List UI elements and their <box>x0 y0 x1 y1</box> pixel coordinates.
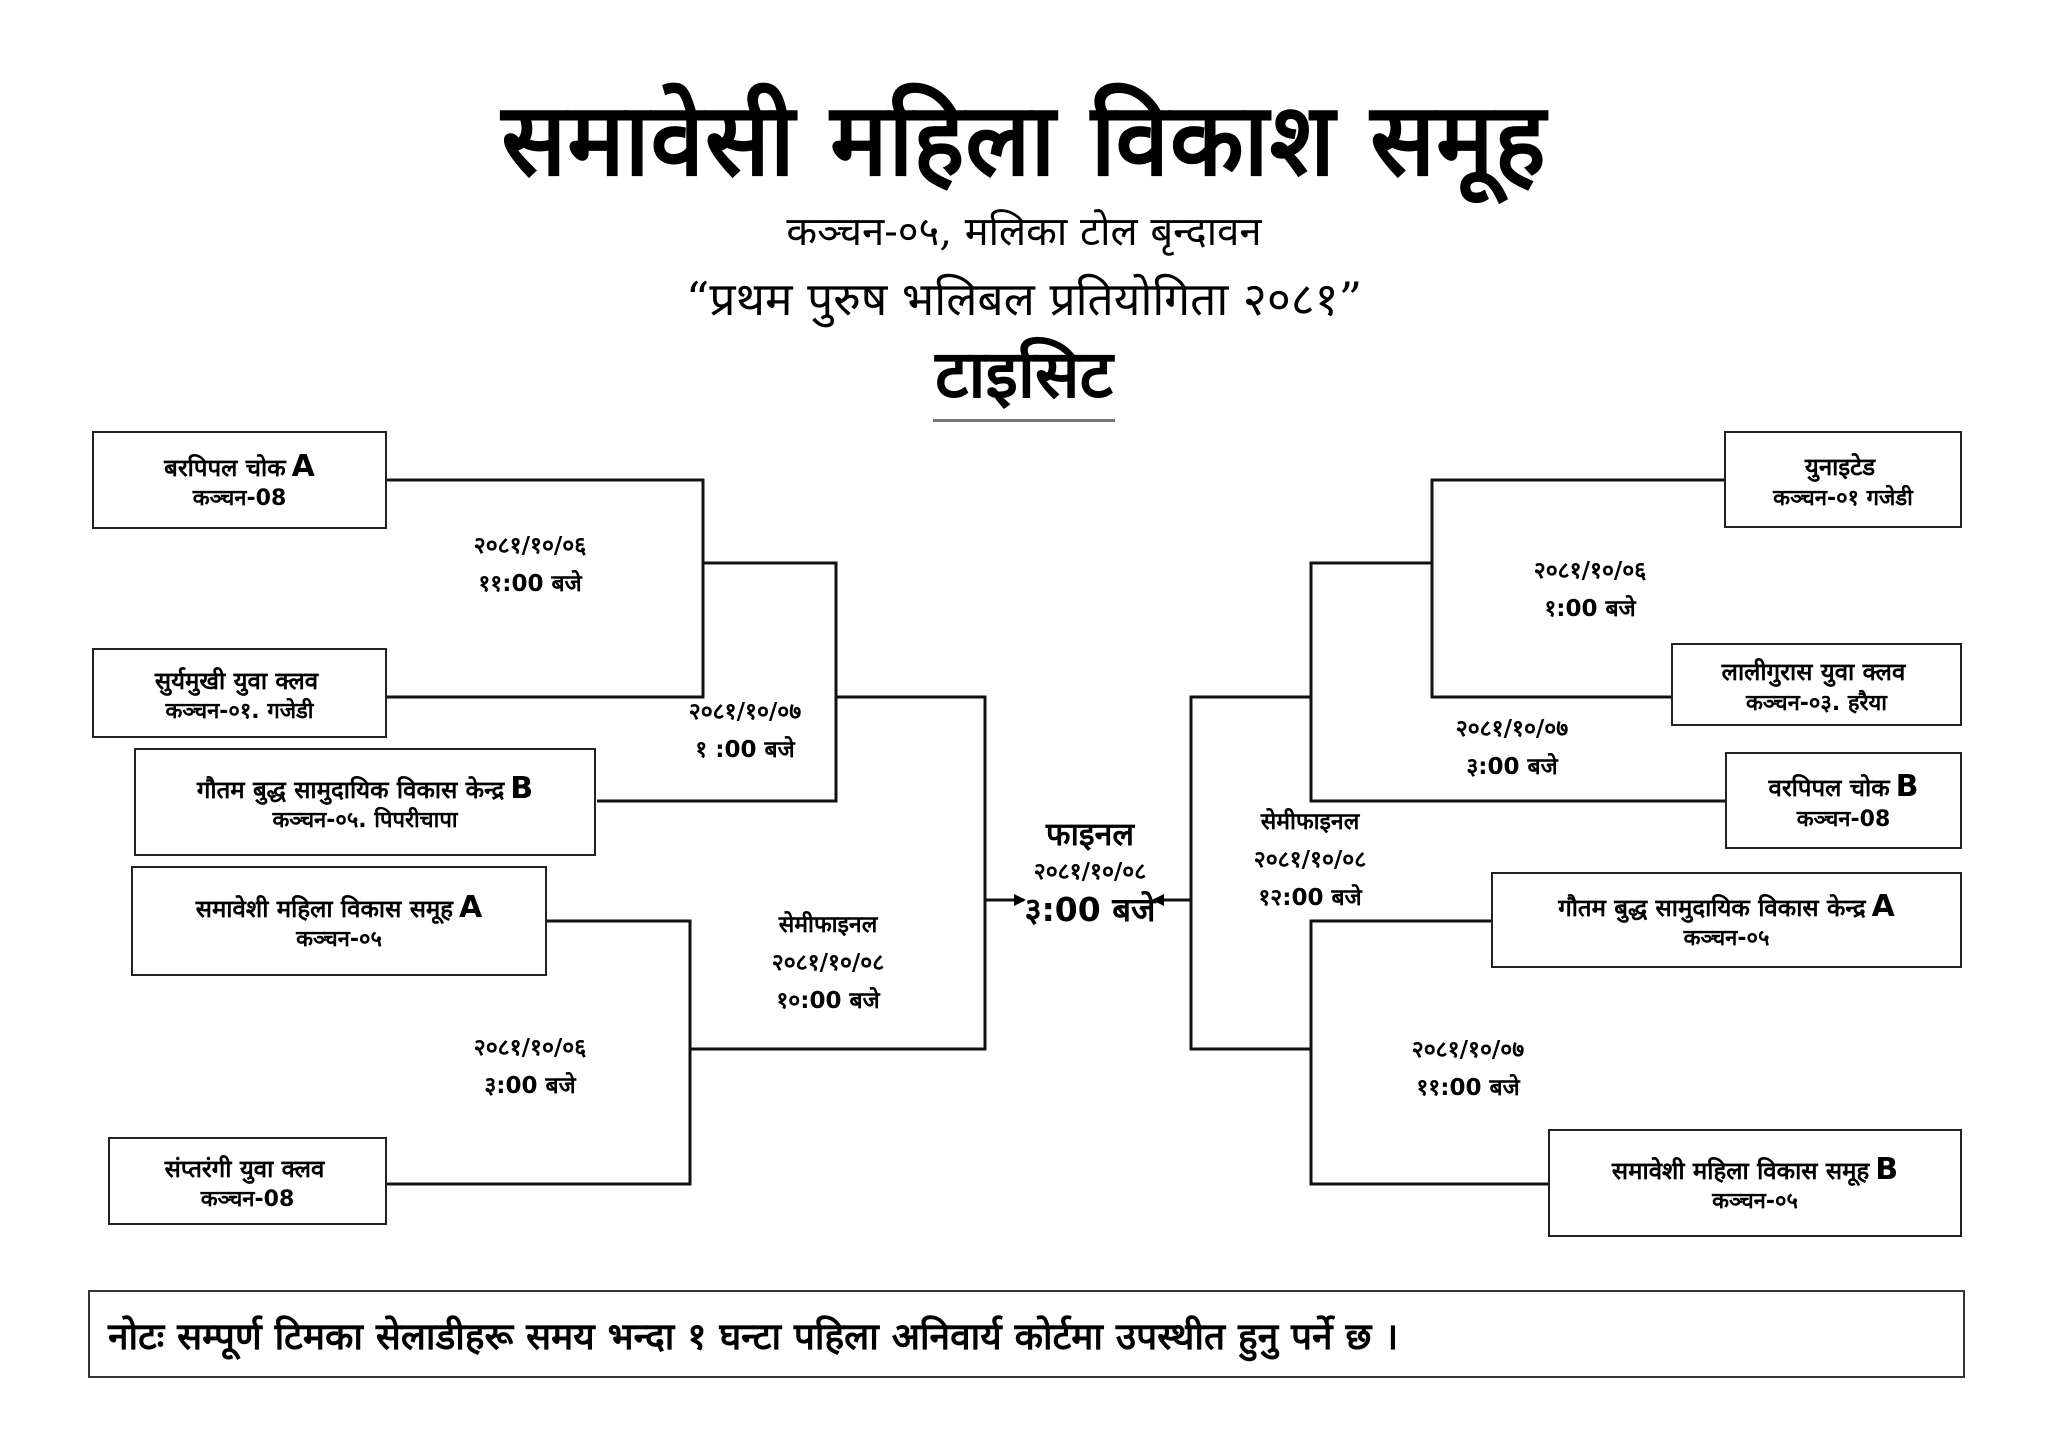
team-location: कञ्चन-08 <box>1796 806 1891 832</box>
match-info <box>1490 551 1690 627</box>
semifinal-time: १२:00 बजे <box>1258 885 1362 911</box>
semifinal-time: १०:00 बजे <box>776 988 880 1014</box>
tiesheet-label: टाइसिट <box>933 336 1115 422</box>
team-group: B <box>1895 769 1919 804</box>
note-box <box>88 1290 1965 1378</box>
match-date: २०८१/१०/०७ <box>688 699 802 725</box>
team-name: बरपिपल चोक <box>164 453 286 482</box>
address-subtitle: कञ्चन-०५, मलिका टोल बृन्दावन <box>786 209 1262 255</box>
match-time: ३:00 बजे <box>484 1073 576 1099</box>
semifinal-label: सेमीफाइनल <box>1260 809 1360 835</box>
team-location: कञ्चन-08 <box>200 1187 295 1212</box>
final-date: २०८१/१०/०८ <box>1033 859 1147 885</box>
page-title: समावेसी महिला विकाश समूह <box>501 81 1547 199</box>
note-text: नोटः सम्पूर्ण टिमका सेलाडीहरू समय भन्दा १ घन्टा पहिला अनिवार्य कोर्टमा उपस्थीत हुनु पर्ने छ । <box>108 1314 1399 1358</box>
final-info <box>1000 812 1180 929</box>
match-time: ११:00 बजे <box>478 571 582 597</box>
match-info <box>430 1028 630 1104</box>
team-box <box>92 431 387 529</box>
team-name: समावेशी महिला विकास समूह <box>1611 1156 1870 1185</box>
team-location: कञ्चन-०५ <box>1683 926 1770 951</box>
team-name: समावेशी महिला विकास समूह <box>195 894 454 923</box>
match-info <box>645 692 845 768</box>
team-name: सुर्यमुखी युवा क्लव <box>154 666 319 695</box>
team-box <box>134 748 596 856</box>
match-date: २०८१/१०/०६ <box>473 533 587 559</box>
team-name: वरपिपल चोक <box>1768 774 1890 802</box>
match-time: १:00 बजे <box>1544 596 1636 622</box>
match-info <box>1368 1030 1568 1106</box>
team-name: गौतम बुद्ध सामुदायिक विकास केन्द्र <box>196 775 505 804</box>
team-box <box>1725 752 1962 849</box>
match-date: २०८१/१०/०६ <box>473 1035 587 1061</box>
match-date: २०८१/१०/०७ <box>1411 1037 1525 1063</box>
team-box <box>92 648 387 738</box>
match-info <box>430 526 630 602</box>
team-location: कञ्चन-०५ <box>296 927 382 952</box>
semifinal-label: सेमीफाइनल <box>778 912 878 938</box>
team-location: कञ्चन-०५. पिपरीचापा <box>272 808 458 833</box>
team-group: B <box>1875 1151 1899 1187</box>
team-group: B <box>510 770 534 806</box>
match-date: २०८१/१०/०६ <box>1533 558 1647 584</box>
team-group: A <box>459 889 483 925</box>
match-time: ११:00 बजे <box>1416 1075 1520 1101</box>
team-box <box>131 866 547 976</box>
team-name: संप्तरंगी युवा क्लव <box>164 1154 325 1183</box>
team-box <box>1724 431 1962 528</box>
team-location: कञ्चन-०३. हरैया <box>1746 690 1887 716</box>
semifinal-date: २०८१/१०/०८ <box>1253 847 1367 873</box>
final-time: ३:00 बजे <box>1024 890 1156 929</box>
team-box <box>108 1137 387 1225</box>
team-location: कञ्चन-०१ गजेडी <box>1773 485 1913 511</box>
team-name: गौतम बुद्ध सामुदायिक विकास केन्द्र <box>1558 893 1866 922</box>
event-title: “प्रथम पुरुष भलिबल प्रतियोगिता २०८१” <box>685 272 1363 326</box>
team-box <box>1548 1129 1962 1237</box>
match-date: २०८१/१०/०७ <box>1455 716 1569 742</box>
match-info <box>1412 709 1612 785</box>
match-time: १ :00 बजे <box>695 737 795 763</box>
semifinal-info <box>728 908 928 1022</box>
final-label: फाइनल <box>1045 815 1135 853</box>
team-box <box>1491 872 1962 968</box>
team-location: कञ्चन-08 <box>192 486 287 511</box>
semifinal-date: २०८१/१०/०८ <box>771 950 885 976</box>
team-name: युनाइटेड <box>1804 453 1876 481</box>
semifinal-info <box>1210 805 1410 919</box>
match-time: ३:00 बजे <box>1466 754 1558 780</box>
team-group: A <box>291 448 315 484</box>
team-location: कञ्चन-०१. गजेडी <box>165 699 314 724</box>
team-name: लालीगुरास युवा क्लव <box>1721 658 1906 686</box>
team-location: कञ्चन-०५ <box>1712 1189 1798 1214</box>
team-box <box>1671 643 1962 726</box>
team-group: A <box>1871 888 1895 924</box>
